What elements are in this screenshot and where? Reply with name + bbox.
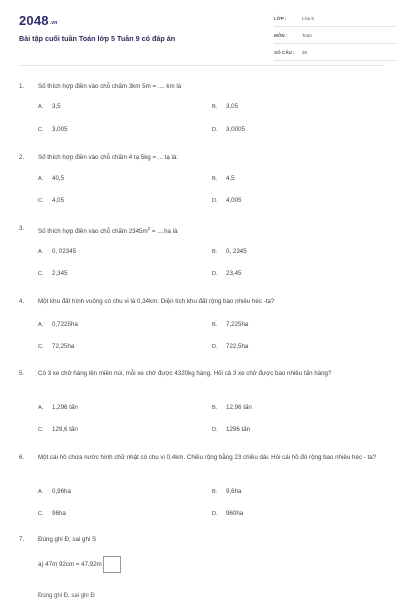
option-b[interactable] xyxy=(212,103,238,110)
answer-text: a) 47m 92cm = 47,92m xyxy=(38,561,102,569)
option-a[interactable] xyxy=(38,175,64,182)
option-text: 40,5 xyxy=(52,175,65,182)
question-4 xyxy=(19,297,381,307)
option-letter: B. xyxy=(212,104,218,110)
option-letter: B. xyxy=(212,322,218,328)
option-text: 2,345 xyxy=(52,270,68,277)
option-c[interactable] xyxy=(38,270,67,277)
option-c[interactable] xyxy=(38,343,74,350)
answer-box[interactable] xyxy=(103,556,121,573)
option-a[interactable] xyxy=(38,248,76,255)
question-stem xyxy=(19,224,381,237)
meta-label: LỚP : xyxy=(274,16,287,21)
question-text: Một khu đất hình vuông có chu vi là 0,34km. Diện tích khu đất rộng bao nhiêu héc -ta? xyxy=(38,298,275,305)
option-letter: D. xyxy=(212,271,218,277)
option-c[interactable] xyxy=(38,126,67,133)
option-b[interactable] xyxy=(212,488,241,495)
question-number: 7. xyxy=(19,536,25,543)
page-title: Bài tập cuối tuần Toán lớp 5 Tuần 9 có đáp án xyxy=(19,34,176,43)
option-text: 722,5ha xyxy=(226,343,249,350)
option-text: 1296 tấn xyxy=(226,426,251,433)
option-letter: A. xyxy=(38,104,44,110)
option-letter: C. xyxy=(38,511,44,517)
cut-off-text: Đúng ghi Đ, sai ghi Đ xyxy=(38,593,95,599)
option-text: 7,225ha xyxy=(226,321,249,328)
option-c[interactable] xyxy=(38,510,66,517)
question-number: 3. xyxy=(19,225,25,232)
question-text: Số thích hợp điền vào chỗ chấm 3km 5m = .... km là xyxy=(38,83,182,90)
option-d[interactable] xyxy=(212,510,243,517)
question-number: 1. xyxy=(19,83,25,90)
question-7 xyxy=(19,535,381,545)
question-stem xyxy=(19,369,381,379)
worksheet-header xyxy=(19,0,384,66)
option-text: 0,7225ha xyxy=(52,321,78,328)
question-number: 6. xyxy=(19,454,25,461)
option-letter: A. xyxy=(38,249,44,255)
question-stem xyxy=(19,297,381,307)
option-text: 72,25ha xyxy=(52,343,75,350)
question-number: 5. xyxy=(19,370,25,377)
option-text: 3,5 xyxy=(52,103,61,110)
option-d[interactable] xyxy=(212,126,245,133)
question-text: Đúng ghi Đ, sai ghi S xyxy=(38,536,97,543)
option-b[interactable] xyxy=(212,321,248,328)
option-c[interactable] xyxy=(38,426,78,433)
question-1 xyxy=(19,82,381,92)
option-text: 3,05 xyxy=(226,103,239,110)
option-text: 1,296 tấn xyxy=(52,404,78,411)
question-6 xyxy=(19,453,381,463)
option-text: 0, 2345 xyxy=(226,248,247,255)
option-text: 0,96ha xyxy=(52,488,71,495)
meta-row-class xyxy=(274,13,396,27)
option-letter: C. xyxy=(38,344,44,350)
option-text: 9,6ha xyxy=(226,488,242,495)
worksheet-meta xyxy=(274,13,396,64)
option-letter: B. xyxy=(212,249,218,255)
option-text: 96ha xyxy=(52,510,66,517)
question-text: Số thích hợp điền vào chỗ chấm 4 tạ 5kg = ... tạ là: xyxy=(38,154,179,161)
option-b[interactable] xyxy=(212,248,247,255)
question-text: Số thích hợp điền vào chỗ chấm 2345m xyxy=(38,228,148,236)
question-text: Có 3 xe chở hàng lên miền núi, mỗi xe chở được 4320kg hàng. Hỏi cả 3 xe chở được bao nhiêu tấn hàng? xyxy=(38,370,332,377)
option-d[interactable] xyxy=(212,197,241,204)
meta-value: Lớp 5 xyxy=(302,16,314,21)
option-letter: B. xyxy=(212,489,218,495)
question-text: Một cái hồ chứa nước hình chữ nhật có chu vi 0,4km. Chiều rộng bằng 23 chiều dài. Hỏi cái hồ đó rộng bao nhiêu héc - ta? xyxy=(38,454,377,461)
option-letter: D. xyxy=(212,511,218,517)
option-letter: C. xyxy=(38,127,44,133)
meta-label: MÔN : xyxy=(274,33,288,38)
question-number: 4. xyxy=(19,298,25,305)
logo-main: 2048 xyxy=(19,13,49,28)
option-text: 4,05 xyxy=(52,197,65,204)
option-letter: A. xyxy=(38,405,44,411)
option-b[interactable] xyxy=(212,175,235,182)
option-a[interactable] xyxy=(38,488,71,495)
option-letter: B. xyxy=(212,176,218,182)
option-letter: D. xyxy=(212,427,218,433)
question-stem xyxy=(19,82,381,92)
question-7-answer-row xyxy=(19,556,381,573)
option-c[interactable] xyxy=(38,197,64,204)
option-a[interactable] xyxy=(38,404,78,411)
option-letter: C. xyxy=(38,427,44,433)
meta-value: 36 xyxy=(302,50,308,55)
question-3 xyxy=(19,224,381,237)
meta-row-count xyxy=(274,47,396,61)
option-text: 0, 02345 xyxy=(52,248,77,255)
option-letter: A. xyxy=(38,176,44,182)
site-logo[interactable] xyxy=(19,13,58,28)
option-d[interactable] xyxy=(212,270,241,277)
option-letter: B. xyxy=(212,405,218,411)
option-letter: A. xyxy=(38,322,44,328)
option-text: 3,005 xyxy=(52,126,68,133)
option-letter: D. xyxy=(212,127,218,133)
question-stem xyxy=(19,535,381,545)
option-d[interactable] xyxy=(212,426,250,433)
option-letter: D. xyxy=(212,344,218,350)
option-text: 960ha xyxy=(226,510,244,517)
option-a[interactable] xyxy=(38,103,61,110)
question-stem xyxy=(19,453,381,463)
option-text: 4,5 xyxy=(226,175,235,182)
meta-label: SỐ CÂU : xyxy=(274,50,295,55)
meta-value: Toán xyxy=(302,33,312,38)
option-letter: C. xyxy=(38,271,44,277)
superscript: 2 xyxy=(147,226,151,231)
question-5 xyxy=(19,369,381,379)
option-text: 3,0005 xyxy=(226,126,245,133)
option-d[interactable] xyxy=(212,343,248,350)
meta-row-subject xyxy=(274,30,396,44)
option-text: 12,96 tấn xyxy=(226,404,252,411)
option-a[interactable] xyxy=(38,321,78,328)
question-text-after: = ....ha là xyxy=(150,228,178,236)
logo-sub: .vn xyxy=(49,20,58,26)
question-stem xyxy=(19,153,381,163)
option-b[interactable] xyxy=(212,404,252,411)
question-2 xyxy=(19,153,381,163)
answer-statement xyxy=(19,556,381,573)
option-text: 4,005 xyxy=(226,197,242,204)
option-text: 23,45 xyxy=(226,270,242,277)
option-text: 129,6 tấn xyxy=(52,426,78,433)
option-letter: C. xyxy=(38,198,44,204)
question-number: 2. xyxy=(19,154,25,161)
option-letter: A. xyxy=(38,489,44,495)
option-letter: D. xyxy=(212,198,218,204)
